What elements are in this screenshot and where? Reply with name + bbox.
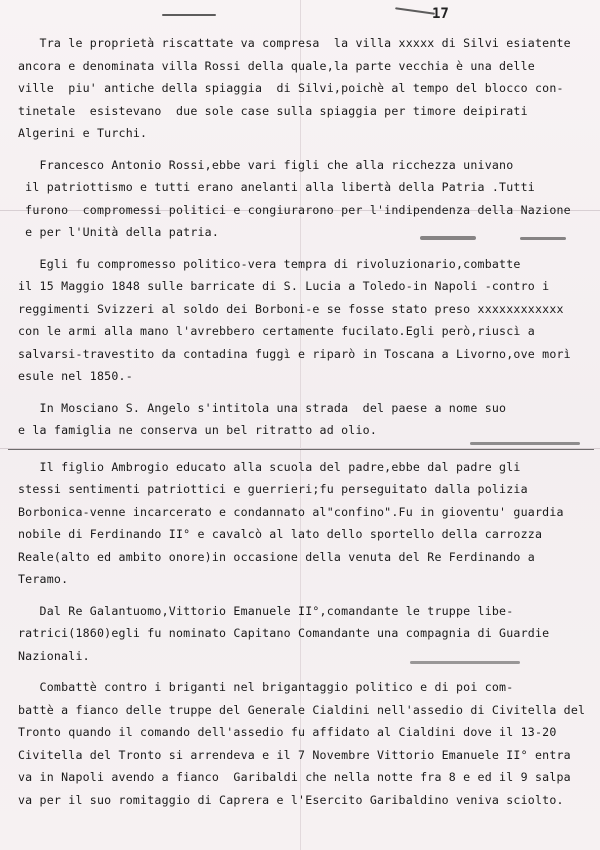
- document-body: [18, 32, 584, 820]
- text-line: Teramo.: [18, 572, 69, 586]
- text-line: Il figlio Ambrogio educato alla scuola del padre,ebbe dal padre gli: [18, 459, 521, 474]
- text-line: va in Napoli avendo a fianco Garibaldi che nella notte fra 8 e ed il 9 salpa: [18, 770, 571, 784]
- text-line: Algerini e Turchi.: [18, 126, 148, 140]
- text-line: tinetale esistevano due sole case sulla spiaggia per timore deipirati: [18, 103, 528, 118]
- text-line: battè a fianco delle truppe del Generale Cialdini nell'assedio di Civitella del: [18, 702, 586, 717]
- paragraph: [18, 600, 584, 668]
- text-line: Civitella del Tronto si arrendeva e il 7 Novembre Vittorio Emanuele II° entra: [18, 747, 571, 762]
- text-line: Tronto quando il comando dell'assedio fu affidato al Cialdini dove il 13-20: [18, 725, 557, 739]
- text-line: Reale(alto ed ambito onore)in occasione della venuta del Re Ferdinando a: [18, 549, 535, 564]
- text-line: il patriottismo e tutti erano anelanti alla libertà della Patria .Tutti: [18, 180, 535, 194]
- text-line: nobile di Ferdinando II° e cavalcò al lato dello sportello della carrozza: [18, 527, 543, 541]
- paragraph: [18, 154, 584, 244]
- text-line: furono compromessi politici e congiurarono per l'indipendenza della Nazione: [18, 202, 571, 217]
- text-line: reggimenti Svizzeri al soldo dei Borboni-e se fosse stato preso xxxxxxxxxxxx: [18, 301, 564, 316]
- text-line: Borbonica-venne incarcerato e condannato al"confino".Fu in gioventu' guardia: [18, 504, 564, 519]
- paragraph: [18, 456, 584, 591]
- text-line: e per l'Unità della patria.: [18, 225, 220, 239]
- ink-mark: [162, 14, 216, 16]
- text-line: In Mosciano S. Angelo s'intitola una strada del paese a nome suo: [18, 400, 507, 415]
- text-line: con le armi alla mano l'avrebbero certamente fucilato.Egli però,riuscì a: [18, 324, 535, 338]
- text-line: Nazionali.: [18, 648, 90, 663]
- page-number: 17: [432, 6, 449, 22]
- ink-mark: [395, 7, 435, 15]
- text-line: va per il suo romitaggio di Caprera e l'Esercito Garibaldino veniva sciolto.: [18, 792, 564, 807]
- text-line: Egli fu compromesso politico-vera tempra di rivoluzionario,combatte: [18, 256, 521, 271]
- text-line: ancora e denominata villa Rossi della quale,la parte vecchia è una delle: [18, 58, 535, 73]
- paragraph: [18, 253, 584, 388]
- text-line: Francesco Antonio Rossi,ebbe vari figli che alla ricchezza univano: [18, 157, 514, 172]
- text-line: salvarsi-travestito da contadina fuggì e riparò in Toscana a Livorno,ove morì: [18, 346, 571, 361]
- paragraph: [18, 676, 584, 811]
- text-line: e la famiglia ne conserva un bel ritratto ad olio.: [18, 423, 378, 437]
- text-line: Tra le proprietà riscattate va compresa la villa xxxxx di Silvi esiatente: [18, 36, 571, 50]
- text-line: Combattè contro i briganti nel brigantaggio politico e di poi com-: [18, 680, 514, 694]
- text-line: il 15 Maggio 1848 sulle barricate di S. Lucia a Toledo-in Napoli -contro i: [18, 279, 550, 293]
- paragraph: [18, 32, 584, 145]
- paragraph: [18, 397, 584, 442]
- text-line: ville piu' antiche della spiaggia di Silvi,poichè al tempo del blocco con-: [18, 81, 564, 95]
- text-line: stessi sentimenti patriottici e guerrieri;fu perseguitato dalla polizia: [18, 482, 528, 496]
- text-line: ratrici(1860)egli fu nominato Capitano Comandante una compagnia di Guardie: [18, 626, 550, 640]
- text-line: esule nel 1850.-: [18, 369, 133, 383]
- text-line: Dal Re Galantuomo,Vittorio Emanuele II°,comandante le truppe libe-: [18, 603, 514, 618]
- hand-drawn-rule: [8, 449, 594, 450]
